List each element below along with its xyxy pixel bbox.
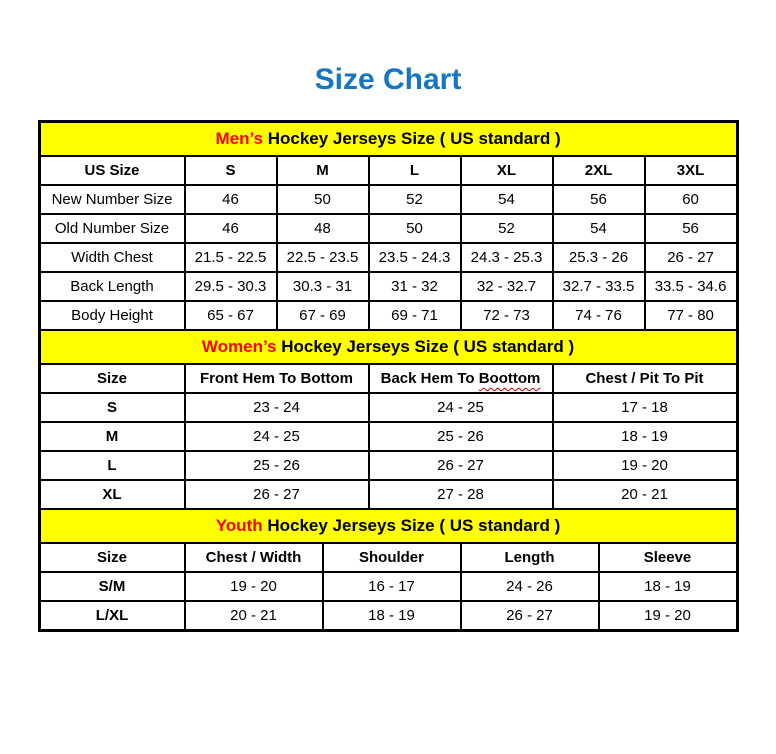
row-label-cell: Body Height: [40, 301, 185, 330]
column-header-cell: Shoulder: [323, 543, 461, 572]
value-cell: 69 - 71: [369, 301, 461, 330]
table-row: [40, 480, 737, 509]
section-title: [40, 122, 737, 156]
row-label-cell: L: [40, 451, 185, 480]
value-cell: 23 - 24: [185, 393, 369, 422]
column-header-cell: 2XL: [553, 156, 645, 185]
table-row: [40, 185, 737, 214]
value-cell: 24 - 25: [369, 393, 553, 422]
column-header-cell: L: [369, 156, 461, 185]
value-cell: 77 - 80: [645, 301, 737, 330]
column-header-cell: 3XL: [645, 156, 737, 185]
column-header-cell: US Size: [40, 156, 185, 185]
value-cell: 65 - 67: [185, 301, 277, 330]
value-cell: 25 - 26: [185, 451, 369, 480]
value-cell: 19 - 20: [185, 572, 323, 601]
row-label-cell: Old Number Size: [40, 214, 185, 243]
value-cell: 56: [553, 185, 645, 214]
table-row: [40, 214, 737, 243]
value-cell: 19 - 20: [599, 601, 737, 630]
column-header-cell: Chest / Pit To Pit: [553, 364, 737, 393]
row-label-cell: M: [40, 422, 185, 451]
value-cell: 54: [461, 185, 553, 214]
value-cell: 19 - 20: [553, 451, 737, 480]
section-band: [40, 122, 737, 156]
value-cell: 21.5 - 22.5: [185, 243, 277, 272]
value-cell: 46: [185, 214, 277, 243]
value-cell: 52: [461, 214, 553, 243]
section-title: [40, 330, 737, 364]
value-cell: 54: [553, 214, 645, 243]
column-header-cell: Size: [40, 543, 185, 572]
value-cell: 60: [645, 185, 737, 214]
column-header-cell: Front Hem To Bottom: [185, 364, 369, 393]
section-title-accent: Men’s: [215, 129, 263, 148]
column-header-cell: Chest / Width: [185, 543, 323, 572]
table-row: [40, 451, 737, 480]
column-header-cell: M: [277, 156, 369, 185]
value-cell: 24.3 - 25.3: [461, 243, 553, 272]
table-row: [40, 422, 737, 451]
size-table-womens: [39, 329, 738, 510]
value-cell: 26 - 27: [185, 480, 369, 509]
value-cell: 30.3 - 31: [277, 272, 369, 301]
value-cell: 25.3 - 26: [553, 243, 645, 272]
section-title: [40, 509, 737, 543]
value-cell: 31 - 32: [369, 272, 461, 301]
value-cell: 46: [185, 185, 277, 214]
section-band: [40, 330, 737, 364]
column-header-cell: S: [185, 156, 277, 185]
column-header-cell: Back Hem To Boottom: [369, 364, 553, 393]
column-header-row: [40, 364, 737, 393]
table-row: [40, 272, 737, 301]
size-chart: [38, 120, 739, 632]
value-cell: 52: [369, 185, 461, 214]
column-header-cell: XL: [461, 156, 553, 185]
column-header-row: [40, 156, 737, 185]
value-cell: 24 - 25: [185, 422, 369, 451]
value-cell: 50: [277, 185, 369, 214]
section-title-rest: Hockey Jerseys Size ( US standard ): [263, 129, 561, 148]
value-cell: 22.5 - 23.5: [277, 243, 369, 272]
row-label-cell: XL: [40, 480, 185, 509]
size-table-mens: [39, 121, 738, 331]
value-cell: 27 - 28: [369, 480, 553, 509]
value-cell: 26 - 27: [369, 451, 553, 480]
value-cell: 56: [645, 214, 737, 243]
value-cell: 26 - 27: [645, 243, 737, 272]
column-header-cell: Size: [40, 364, 185, 393]
value-cell: 32 - 32.7: [461, 272, 553, 301]
value-cell: 50: [369, 214, 461, 243]
section-title-accent: Women’s: [201, 337, 277, 356]
table-row: [40, 393, 737, 422]
value-cell: 18 - 19: [553, 422, 737, 451]
table-row: [40, 301, 737, 330]
section-title-rest: Hockey Jerseys Size ( US standard ): [276, 337, 575, 356]
value-cell: 74 - 76: [553, 301, 645, 330]
table-row: [40, 572, 737, 601]
value-cell: 18 - 19: [599, 572, 737, 601]
row-label-cell: New Number Size: [40, 185, 185, 214]
column-header-cell: Sleeve: [599, 543, 737, 572]
value-cell: 25 - 26: [369, 422, 553, 451]
page-title: Size Chart: [314, 63, 462, 96]
row-label-cell: L/XL: [40, 601, 185, 630]
section-band: [40, 509, 737, 543]
value-cell: 29.5 - 30.3: [185, 272, 277, 301]
value-cell: 72 - 73: [461, 301, 553, 330]
value-cell: 33.5 - 34.6: [645, 272, 737, 301]
value-cell: 67 - 69: [277, 301, 369, 330]
value-cell: 17 - 18: [553, 393, 737, 422]
value-cell: 48: [277, 214, 369, 243]
section-title-accent: Youth: [215, 516, 263, 535]
row-label-cell: S: [40, 393, 185, 422]
value-cell: 18 - 19: [323, 601, 461, 630]
row-label-cell: S/M: [40, 572, 185, 601]
value-cell: 20 - 21: [553, 480, 737, 509]
value-cell: 32.7 - 33.5: [553, 272, 645, 301]
misspelled-word: Boottom: [478, 370, 541, 387]
row-label-cell: Back Length: [40, 272, 185, 301]
value-cell: 24 - 26: [461, 572, 599, 601]
column-header-row: [40, 543, 737, 572]
size-table-youth: [39, 508, 738, 631]
value-cell: 23.5 - 24.3: [369, 243, 461, 272]
table-row: [40, 243, 737, 272]
column-header-cell: Length: [461, 543, 599, 572]
value-cell: 26 - 27: [461, 601, 599, 630]
value-cell: 20 - 21: [185, 601, 323, 630]
value-cell: 16 - 17: [323, 572, 461, 601]
row-label-cell: Width Chest: [40, 243, 185, 272]
section-title-rest: Hockey Jerseys Size ( US standard ): [262, 516, 561, 535]
table-row: [40, 601, 737, 630]
